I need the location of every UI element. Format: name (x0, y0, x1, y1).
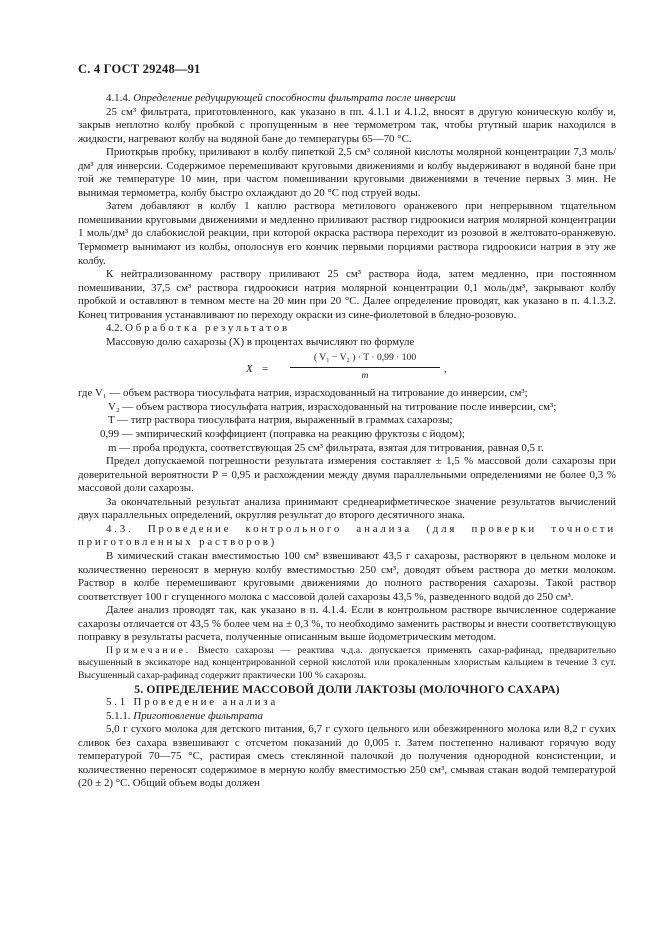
paragraph: В химический стакан вместимостью 100 см³ взвешивают 43,5 г сахарозы, растворяют в цельном молоке и количественно переносят в мерную колбу вместимостью 250 см³, доводят объем раствора до метки молоком. Раствор в колбе перемешивают круговыми движениями до полного растворения сахарозы. Такой раствор соответствует 100 г сгущенного молока с массовой долей сахарозы 43,5 %, разведенного водой до 250 см³. (78, 549, 616, 603)
definition-t: T — титр раствора тиосульфата натрия, выраженный в граммах сахарозы; (108, 414, 453, 427)
heading-text: Обработка результатов (125, 322, 290, 335)
section-4-3-heading: 4.3. Проведение контрольного анализа (для проверки точности приготовленных растворов) (78, 522, 616, 549)
page-content (78, 92, 616, 791)
section-5-1-1-heading (78, 710, 616, 724)
definition-v1: где V₁ — объем раствора тиосульфата натрия, израсходованный на титрование до инверсии, см³; (78, 387, 528, 400)
page-header: С. 4 ГОСТ 29248—91 (78, 62, 201, 76)
paragraph: Приоткрыв пробку, приливают в колбу пипеткой 2,5 см³ соляной кислоты молярной концентрации 7,3 моль/дм³ для инверсии. Содержимое перемешивают круговыми движениями и колбу выдерживают в водяной бане при той же температуре 10 мин, при частом помешивании круговыми движениями в течение первых 3 мин. Не вынимая термометра, колбу быстро охлаждают до 20 °С под струей воды. (78, 146, 616, 199)
formula-denominator: m (361, 369, 369, 381)
paragraph: Затем добавляют в колбу 1 каплю раствора метилового оранжевого при непрерывном тщательном помешивании круговыми движениями и медленно приливают раствор гидроокиси натрия молярной концентрации 1 моль/дм³ до слабокислой реакции, при которой окраска раствора переходит из розовой в желтовато-оранжевую. Термометр вынимают из колбы, ополоснув его кончик первыми порциями раствора гидроокиси натрия в эту же колбу. (78, 200, 616, 267)
section-4-2-heading (78, 322, 616, 336)
heading-text: Приготовление фильтрата (133, 709, 263, 722)
paragraph: 5,0 г сухого молока для детского питания, 6,7 г сухого цельного или обезжиренного молока или 8,2 г сухих сливок без сахара взвешивают с отсчетом показаний до 0,005 г. Затем постепенно наливают горячую воду температурой 70—75 °С, растирая смесь стеклянной палочкой до получения однородной консистенции, и количественно переносят содержимое в мерную колбу вместимостью 250 см³, смывая стакан водой температурой (20 ± 2) °С. Общий объем воды должен (78, 723, 616, 790)
definition-m: m — проба продукта, соответствующая 25 см³ фильтрата, взятая для титрования, равная 0,5 г. (108, 441, 544, 454)
paragraph: Предел допускаемой погрешности результата измерения составляет ± 1,5 % массовой доли сахарозы при доверительной вероятности P = 0,95 и расхождении между двумя параллельными определениями не более 0,3 % массовой доли сахарозы. (78, 455, 616, 495)
section-5-1-heading: 5.1 Проведение анализа (106, 696, 279, 709)
sucrose-formula (78, 351, 616, 387)
definition-v2: V₂ — объем раствора тиосульфата натрия, израсходованный на титрование после инверсии, см³; (108, 400, 557, 413)
formula-lhs: X (246, 363, 253, 376)
formula-fraction (290, 351, 440, 382)
paragraph: За окончательный результат анализа принимают среднеарифметическое значение результатов вычислений двух параллельных определений, округляя результат до второго десятичного знака. (78, 495, 616, 522)
heading-number: 5.1.1. (106, 709, 131, 722)
note (78, 645, 616, 683)
definition-coefficient: 0,99 — эмпирический коэффициент (поправка на реакцию фруктозы с йодом); (100, 428, 465, 441)
note-label: Примечание. (106, 644, 191, 656)
section-4-1-4-heading (78, 92, 616, 106)
note-text: Вместо сахарозы — реактива ч.д.а. допускается применять сахар-рафинад, предварительно высушенный в эксикаторе над концентрированной серной кислотой или прокаленным хлористым кальцием в течение 3 сут. Высушенный сахар-рафинад содержит практически 100 % сахарозы. (78, 644, 616, 681)
paragraph: 25 см³ фильтрата, приготовленного, как указано в пп. 4.1.1 и 4.1.2, вносят в другую коническую колбу и, закрыв неплотно колбу пробкой с пропущенным в нее термометром так, чтобы ртутный шарик находился в жидкости, нагревают колбу на водяной бане до температуры 65—70 °С. (78, 105, 616, 145)
heading-number: 4.2. (106, 322, 123, 335)
section-5-title: 5. ОПРЕДЕЛЕНИЕ МАССОВОЙ ДОЛИ ЛАКТОЗЫ (МОЛОЧНОГО САХАРА) (134, 682, 560, 696)
paragraph: Массовую долю сахарозы (X) в процентах вычисляют по формуле (106, 335, 415, 348)
formula-comma: , (444, 363, 447, 376)
paragraph: К нейтрализованному раствору приливают 25 см³ раствора йода, затем медленно, при постоянном помешивании, 37,5 см³ раствора гидроокиси натрия молярной концентрации 0,1 моль/дм³, закрывают колбу пробкой и оставляют в темном месте на 20 мин при 20 °С. Далее определение проводят, как указано в п. 4.1.3.2. Конец титрования устанавливают по переходу окраски из сине-фиолетовой в бледно-розовую. (78, 268, 616, 321)
heading-number: 4.1.4. (106, 92, 131, 104)
heading-text: Определение редуцирующей способности фильтрата после инверсии (133, 92, 456, 104)
formula-equals: = (262, 363, 269, 376)
paragraph: Далее анализ проводят так, как указано в п. 4.1.4. Если в контрольном растворе вычисленное содержание сахарозы отличается от 43,5 % более чем на ± 0,3 %, то необходимо заменить растворы и внести соответствующую поправку в результаты расчета, полученные описанным выше йодометрическим методом. (78, 604, 616, 644)
formula-numerator: ( V₁ − V₂ ) · T · 0,99 · 100 (290, 351, 440, 368)
